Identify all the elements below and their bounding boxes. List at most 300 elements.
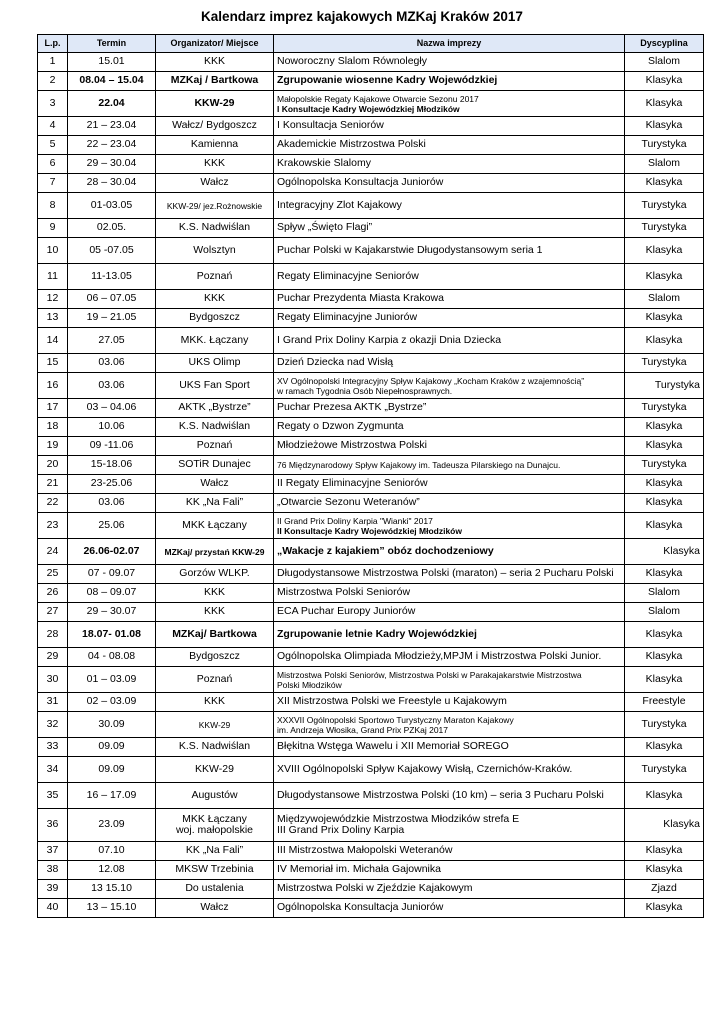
cell-termin-text: 01 – 03.09 — [86, 672, 137, 685]
cell-nazwa — [274, 72, 625, 91]
cell-organizator — [156, 712, 274, 738]
cell-organizator-text: Wałcz — [200, 901, 229, 914]
cell-organizator — [156, 136, 274, 155]
cell-organizator-text: Wolsztyn — [193, 243, 236, 256]
cell-termin-text: 08.04 – 15.04 — [79, 74, 144, 87]
cell-organizator — [156, 456, 274, 475]
cell-termin-text: 03.06 — [98, 356, 125, 369]
table-row — [38, 219, 704, 238]
table-row — [38, 809, 704, 842]
cell-nazwa-text: Puchar Polski w Kajakarstwie Długodystansowym seria 1 — [277, 243, 543, 256]
cell-organizator — [156, 290, 274, 309]
cell-lp-text: 19 — [46, 439, 59, 452]
cell-lp-text: 35 — [46, 788, 59, 801]
cell-lp-text: 1 — [49, 55, 56, 68]
table-row — [38, 290, 704, 309]
cell-organizator — [156, 648, 274, 667]
cell-organizator-text: Augustów — [191, 788, 238, 801]
cell-termin — [68, 399, 156, 418]
cell-termin — [68, 418, 156, 437]
cell-termin-text: 09.09 — [98, 740, 125, 753]
cell-dyscyplina-text: Klasyka — [663, 818, 700, 831]
cell-dyscyplina — [625, 757, 704, 783]
cell-termin-text: 25.06 — [98, 518, 125, 531]
cell-organizator — [156, 418, 274, 437]
cell-termin — [68, 809, 156, 842]
cell-dyscyplina — [625, 437, 704, 456]
table-row — [38, 399, 704, 418]
cell-organizator — [156, 738, 274, 757]
cell-nazwa — [274, 399, 625, 418]
cell-nazwa — [274, 475, 625, 494]
cell-nazwa-text-2: Polski Młodzików — [277, 679, 342, 690]
cell-dyscyplina — [625, 667, 704, 693]
table-row — [38, 712, 704, 738]
cell-lp-text: 15 — [46, 356, 59, 369]
cell-termin — [68, 72, 156, 91]
cell-lp-text: 8 — [49, 198, 56, 211]
cell-dyscyplina — [625, 712, 704, 738]
cell-nazwa — [274, 437, 625, 456]
cell-lp-text: 39 — [46, 882, 59, 895]
cell-dyscyplina — [625, 354, 704, 373]
cell-organizator-text: MKK Łączany — [182, 812, 247, 825]
cell-termin-text: 05 -07.05 — [89, 243, 134, 256]
cell-lp-text: 3 — [49, 96, 56, 109]
table-row — [38, 456, 704, 475]
cell-organizator-text: Bydgoszcz — [189, 650, 240, 663]
cell-termin-text: 08 – 09.07 — [86, 586, 137, 599]
cell-nazwa-text: Akademickie Mistrzostwa Polski — [277, 138, 426, 151]
cell-nazwa-text-2: I Konsultacje Kadry Wojewódzkiej Młodzików — [277, 103, 460, 114]
cell-dyscyplina-text: Zjazd — [651, 882, 677, 895]
cell-nazwa-text: Ogólnopolska Konsultacja Juniorów — [277, 901, 444, 914]
cell-termin-text: 23-25.06 — [90, 477, 133, 490]
cell-lp — [38, 667, 68, 693]
table-row — [38, 437, 704, 456]
cell-nazwa — [274, 565, 625, 584]
cell-lp — [38, 219, 68, 238]
cell-organizator-text: Wałcz/ Bydgoszcz — [172, 119, 257, 132]
cell-termin — [68, 880, 156, 899]
cell-termin — [68, 622, 156, 648]
cell-nazwa — [274, 309, 625, 328]
cell-lp — [38, 603, 68, 622]
cell-lp-text: 32 — [46, 717, 59, 730]
cell-dyscyplina — [625, 155, 704, 174]
cell-termin — [68, 155, 156, 174]
cell-lp — [38, 738, 68, 757]
cell-dyscyplina-text: Turystyka — [641, 762, 687, 775]
table-row — [38, 418, 704, 437]
cell-termin — [68, 738, 156, 757]
cell-organizator — [156, 513, 274, 539]
cell-organizator-text: KKW-29 — [194, 96, 235, 109]
cell-termin — [68, 53, 156, 72]
cell-lp-text: 12 — [46, 292, 59, 305]
cell-lp-text: 16 — [46, 378, 59, 391]
cell-termin-text: 21 – 23.04 — [86, 119, 137, 132]
table-row — [38, 603, 704, 622]
table-row — [38, 264, 704, 290]
cell-dyscyplina — [625, 264, 704, 290]
cell-nazwa-text: Noworoczny Slalom Równoległy — [277, 55, 427, 68]
table-row — [38, 494, 704, 513]
cell-lp-text: 40 — [46, 901, 59, 914]
cell-nazwa-text: Ogólnopolska Olimpiada Młodzieży,MPJM i Mistrzostwa Polski Junior. — [277, 650, 602, 663]
table-row — [38, 622, 704, 648]
cell-lp — [38, 437, 68, 456]
cell-lp — [38, 72, 68, 91]
cell-organizator-text: MZKaj/ Bartkowa — [172, 627, 257, 640]
cell-lp — [38, 354, 68, 373]
cell-dyscyplina — [625, 539, 704, 565]
cell-nazwa-text: Regaty Eliminacyjne Juniorów — [277, 311, 418, 324]
cell-lp-text: 7 — [49, 176, 56, 189]
table-row — [38, 155, 704, 174]
cell-organizator-text: KK „Na Fali” — [185, 496, 244, 509]
cell-dyscyplina-text: Klasyka — [663, 544, 700, 557]
cell-dyscyplina — [625, 399, 704, 418]
column-header-nazwa: Nazwa imprezy — [274, 35, 625, 53]
cell-termin-text: 28 – 30.04 — [86, 176, 137, 189]
cell-termin — [68, 842, 156, 861]
cell-lp-text: 13 — [46, 311, 59, 324]
cell-dyscyplina — [625, 565, 704, 584]
cell-organizator-text: KKK — [203, 292, 225, 305]
cell-termin — [68, 565, 156, 584]
cell-organizator — [156, 264, 274, 290]
cell-organizator-text: MKK. Łączany — [180, 333, 249, 346]
cell-lp-text: 30 — [46, 672, 59, 685]
cell-lp-text: 28 — [46, 627, 59, 640]
cell-lp — [38, 757, 68, 783]
table-body — [38, 53, 704, 918]
cell-organizator-text: Poznań — [196, 672, 233, 685]
cell-nazwa-text: XV Ogólnopolski Integracyjny Spływ Kajakowy „Kocham Kraków z wzajemnością” — [277, 375, 585, 386]
events-table — [37, 34, 704, 918]
cell-termin — [68, 584, 156, 603]
cell-organizator — [156, 72, 274, 91]
cell-organizator — [156, 219, 274, 238]
cell-nazwa-text: Mistrzostwa Polski Seniorów, Mistrzostwa Polski w Parakajakarstwie Mistrzostwa — [277, 669, 582, 680]
cell-organizator-text: Bydgoszcz — [189, 311, 240, 324]
cell-dyscyplina — [625, 809, 704, 842]
cell-dyscyplina-text: Klasyka — [645, 420, 683, 433]
column-header-dyscyplina: Dyscyplina — [625, 35, 704, 53]
cell-termin-text: 16 – 17.09 — [86, 788, 137, 801]
cell-dyscyplina — [625, 475, 704, 494]
cell-termin — [68, 693, 156, 712]
cell-lp — [38, 539, 68, 565]
cell-dyscyplina — [625, 899, 704, 918]
cell-termin-text: 29 – 30.07 — [86, 605, 137, 618]
cell-lp — [38, 475, 68, 494]
cell-organizator-text: Kamienna — [190, 138, 239, 151]
cell-lp-text: 34 — [46, 762, 59, 775]
cell-dyscyplina-text: Klasyka — [645, 74, 683, 87]
table-row — [38, 842, 704, 861]
cell-dyscyplina — [625, 783, 704, 809]
cell-nazwa-text: I Grand Prix Doliny Karpia z okazji Dnia Dziecka — [277, 333, 502, 346]
cell-organizator — [156, 603, 274, 622]
cell-dyscyplina — [625, 373, 704, 399]
cell-termin-text: 11-13.05 — [91, 269, 132, 282]
cell-organizator-text: Gorzów WLKP. — [179, 567, 250, 580]
table-row — [38, 53, 704, 72]
cell-organizator — [156, 622, 274, 648]
cell-dyscyplina — [625, 603, 704, 622]
cell-organizator — [156, 354, 274, 373]
cell-lp-text: 29 — [46, 650, 59, 663]
cell-lp-text: 36 — [46, 818, 59, 831]
cell-lp-text: 37 — [46, 844, 59, 857]
cell-organizator-text: Wałcz — [200, 477, 229, 490]
cell-nazwa-text: IV Memoriał im. Michała Gajownika — [277, 863, 441, 876]
cell-dyscyplina-text: Klasyka — [645, 496, 683, 509]
cell-nazwa — [274, 539, 625, 565]
cell-organizator-text: KKW-29 — [195, 762, 234, 775]
cell-organizator-text: KKK — [203, 605, 225, 618]
cell-organizator-text: SOTiR Dunajec — [178, 458, 251, 471]
cell-termin — [68, 513, 156, 539]
cell-dyscyplina-text: Freestyle — [642, 695, 686, 708]
cell-organizator — [156, 861, 274, 880]
cell-dyscyplina-text: Turystyka — [641, 458, 687, 471]
cell-dyscyplina-text: Klasyka — [645, 901, 683, 914]
cell-nazwa-text: Młodzieżowe Mistrzostwa Polski — [277, 439, 427, 452]
cell-lp-text: 18 — [46, 420, 59, 433]
table-row — [38, 861, 704, 880]
cell-dyscyplina-text: Slalom — [647, 292, 681, 305]
cell-termin — [68, 174, 156, 193]
cell-lp — [38, 842, 68, 861]
cell-dyscyplina-text: Turystyka — [641, 198, 687, 211]
cell-nazwa-text: 76 Międzynarodowy Spływ Kajakowy im. Tadeusza Pilarskiego na Dunajcu. — [277, 460, 561, 470]
cell-termin — [68, 603, 156, 622]
table-row — [38, 667, 704, 693]
cell-termin — [68, 539, 156, 565]
cell-nazwa — [274, 117, 625, 136]
cell-nazwa-text: Regaty o Dzwon Zygmunta — [277, 420, 404, 433]
cell-termin-text: 03.06 — [98, 496, 125, 509]
cell-dyscyplina — [625, 238, 704, 264]
cell-termin-text: 19 – 21.05 — [86, 311, 137, 324]
cell-lp — [38, 328, 68, 354]
cell-termin-text: 15-18.06 — [90, 458, 133, 471]
cell-lp — [38, 155, 68, 174]
cell-lp-text: 5 — [49, 138, 56, 151]
cell-nazwa-text: Puchar Prezesa AKTK „Bystrze” — [277, 401, 427, 414]
cell-dyscyplina-text: Klasyka — [645, 740, 683, 753]
cell-termin — [68, 136, 156, 155]
cell-termin — [68, 861, 156, 880]
cell-dyscyplina-text: Klasyka — [645, 269, 683, 282]
cell-dyscyplina — [625, 290, 704, 309]
cell-termin-text: 30.09 — [98, 717, 125, 730]
cell-lp — [38, 622, 68, 648]
cell-dyscyplina-text: Klasyka — [645, 311, 683, 324]
cell-dyscyplina-text: Slalom — [647, 157, 681, 170]
cell-termin-text: 02 – 03.09 — [86, 695, 137, 708]
cell-organizator-text: KK „Na Fali” — [185, 844, 244, 857]
cell-termin — [68, 899, 156, 918]
cell-dyscyplina — [625, 648, 704, 667]
table-row — [38, 136, 704, 155]
table-row — [38, 354, 704, 373]
cell-termin — [68, 193, 156, 219]
table-row — [38, 693, 704, 712]
cell-dyscyplina-text: Klasyka — [645, 439, 683, 452]
cell-lp-text: 14 — [46, 333, 59, 346]
cell-lp — [38, 861, 68, 880]
cell-termin-text: 03.06 — [98, 378, 125, 391]
cell-termin — [68, 757, 156, 783]
cell-organizator-text: AKTK „Bystrze” — [178, 401, 251, 414]
cell-nazwa-text: XII Mistrzostwa Polski we Freestyle u Kajakowym — [277, 695, 507, 708]
cell-termin — [68, 238, 156, 264]
cell-nazwa-text: Błękitna Wstęga Wawelu i XII Memoriał SOREGO — [277, 740, 509, 753]
cell-dyscyplina — [625, 328, 704, 354]
table-row — [38, 783, 704, 809]
cell-lp-text: 2 — [49, 74, 56, 87]
cell-lp — [38, 373, 68, 399]
cell-lp — [38, 193, 68, 219]
table-row — [38, 539, 704, 565]
cell-organizator-text: Wałcz — [200, 176, 229, 189]
cell-organizator — [156, 373, 274, 399]
cell-lp — [38, 783, 68, 809]
cell-dyscyplina — [625, 418, 704, 437]
cell-termin — [68, 783, 156, 809]
cell-nazwa — [274, 738, 625, 757]
cell-lp — [38, 456, 68, 475]
cell-organizator — [156, 880, 274, 899]
cell-lp-text: 31 — [46, 695, 59, 708]
cell-nazwa-text: Dzień Dziecka nad Wisłą — [277, 356, 394, 369]
cell-organizator — [156, 783, 274, 809]
cell-nazwa — [274, 809, 625, 842]
cell-nazwa — [274, 880, 625, 899]
cell-nazwa — [274, 783, 625, 809]
cell-organizator-text: K.S. Nadwiślan — [178, 740, 251, 753]
cell-dyscyplina-text: Turystyka — [641, 356, 687, 369]
cell-nazwa — [274, 603, 625, 622]
cell-lp — [38, 117, 68, 136]
cell-dyscyplina — [625, 91, 704, 117]
cell-dyscyplina-text: Klasyka — [645, 176, 683, 189]
cell-termin — [68, 219, 156, 238]
cell-organizator-text: KKW-29 — [198, 719, 231, 730]
cell-lp-text: 20 — [46, 458, 59, 471]
cell-termin-text: 03 – 04.06 — [86, 401, 137, 414]
cell-organizator — [156, 757, 274, 783]
cell-termin — [68, 475, 156, 494]
cell-dyscyplina — [625, 309, 704, 328]
cell-dyscyplina — [625, 513, 704, 539]
cell-nazwa — [274, 456, 625, 475]
cell-organizator-text: Do ustalenia — [185, 882, 244, 895]
cell-termin — [68, 290, 156, 309]
cell-organizator — [156, 494, 274, 513]
cell-organizator — [156, 842, 274, 861]
cell-dyscyplina-text: Klasyka — [645, 650, 683, 663]
cell-dyscyplina-text: Klasyka — [645, 627, 683, 640]
cell-nazwa-text: Zgrupowanie letnie Kadry Wojewódzkiej — [277, 627, 477, 640]
cell-termin-text: 22 – 23.04 — [86, 138, 137, 151]
cell-nazwa — [274, 155, 625, 174]
table-row — [38, 238, 704, 264]
cell-organizator — [156, 809, 274, 842]
cell-termin — [68, 437, 156, 456]
cell-nazwa — [274, 264, 625, 290]
cell-nazwa-text: Spływ „Święto Flagi” — [277, 221, 373, 234]
table-row — [38, 757, 704, 783]
cell-dyscyplina-text: Klasyka — [645, 333, 683, 346]
cell-lp — [38, 238, 68, 264]
cell-dyscyplina-text: Turystyka — [641, 138, 687, 151]
cell-nazwa — [274, 513, 625, 539]
cell-termin-text: 06 – 07.05 — [86, 292, 137, 305]
cell-organizator — [156, 328, 274, 354]
cell-organizator-text: K.S. Nadwiślan — [178, 221, 251, 234]
cell-termin-text: 12.08 — [98, 863, 125, 876]
cell-lp — [38, 53, 68, 72]
cell-termin-text: 13 – 15.10 — [86, 901, 137, 914]
table-row — [38, 328, 704, 354]
cell-organizator-text: MZKaj/ przystań KKW-29 — [164, 546, 265, 557]
cell-nazwa — [274, 693, 625, 712]
cell-nazwa-text: Małopolskie Regaty Kajakowe Otwarcie Sezonu 2017 — [277, 93, 479, 104]
cell-nazwa — [274, 899, 625, 918]
cell-organizator-text: KKK — [203, 586, 225, 599]
cell-lp — [38, 809, 68, 842]
cell-nazwa-text-2: III Grand Prix Doliny Karpia — [277, 824, 405, 836]
cell-lp — [38, 693, 68, 712]
table-row — [38, 880, 704, 899]
cell-nazwa — [274, 290, 625, 309]
cell-nazwa-text: Puchar Prezydenta Miasta Krakowa — [277, 292, 444, 305]
cell-termin-text: 15.01 — [98, 55, 125, 68]
cell-lp-text: 6 — [49, 157, 56, 170]
cell-organizator-text-2: woj. małopolskie — [175, 824, 254, 836]
cell-dyscyplina-text: Slalom — [647, 55, 681, 68]
cell-lp — [38, 899, 68, 918]
cell-dyscyplina — [625, 622, 704, 648]
column-header-lp: L.p. — [38, 35, 68, 53]
cell-termin-text: 02.05. — [96, 221, 127, 234]
cell-dyscyplina-text: Turystyka — [654, 378, 700, 391]
cell-dyscyplina-text: Klasyka — [645, 567, 683, 580]
cell-nazwa-text: Krakowskie Slalomy — [277, 157, 371, 170]
cell-lp — [38, 880, 68, 899]
cell-lp — [38, 174, 68, 193]
cell-nazwa — [274, 667, 625, 693]
cell-termin — [68, 456, 156, 475]
cell-termin-text: 27.05 — [98, 333, 125, 346]
cell-termin-text: 29 – 30.04 — [86, 157, 137, 170]
cell-termin — [68, 117, 156, 136]
cell-nazwa — [274, 712, 625, 738]
cell-organizator — [156, 399, 274, 418]
table-row — [38, 584, 704, 603]
cell-termin — [68, 712, 156, 738]
cell-nazwa — [274, 494, 625, 513]
cell-lp — [38, 290, 68, 309]
cell-dyscyplina-text: Turystyka — [641, 401, 687, 414]
table-row — [38, 72, 704, 91]
cell-nazwa — [274, 648, 625, 667]
